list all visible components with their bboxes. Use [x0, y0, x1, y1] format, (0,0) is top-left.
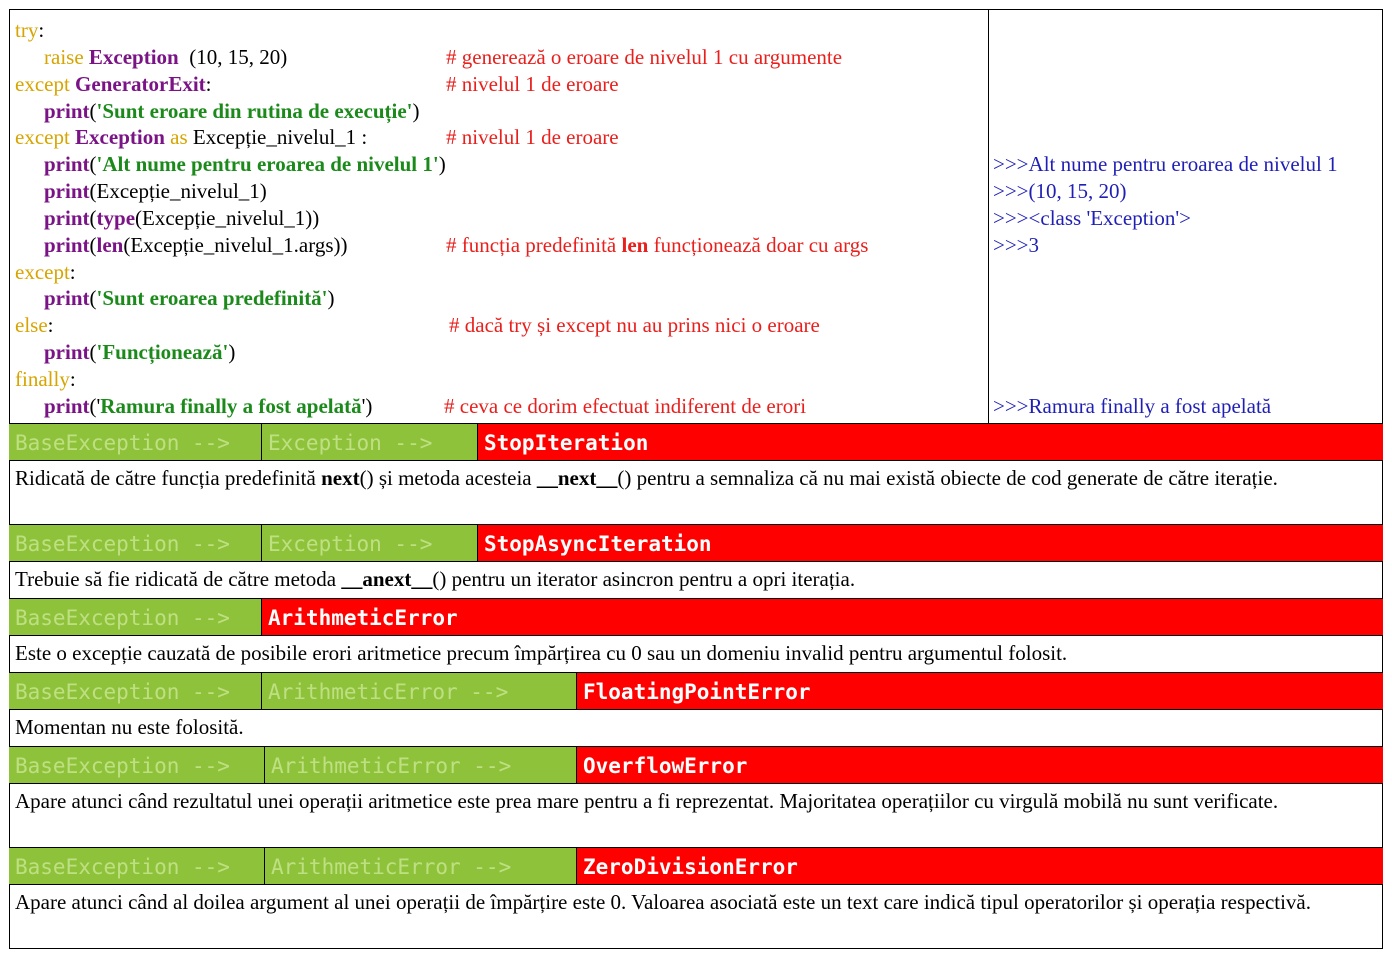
- string-literal: 'Sunt eroare din rutina de execuție': [96, 99, 413, 123]
- code-comment: # ceva ce dorim efectuat indiferent de erori: [444, 394, 807, 418]
- code-comment: [446, 232, 868, 259]
- hierarchy-row: [9, 847, 1383, 885]
- function-name: print: [44, 99, 90, 123]
- punct: :: [69, 367, 76, 391]
- parent-class-cell: ArithmeticError -->: [262, 673, 577, 710]
- output-line: >>><class 'Exception'>: [993, 206, 1191, 230]
- code-line: [44, 44, 287, 71]
- description-text: () pentru un iterator asincron pentru a opri iterația.: [432, 567, 856, 591]
- keyword: as: [170, 125, 188, 149]
- parent-class-cell: BaseException -->: [9, 424, 262, 461]
- code-line: [15, 124, 367, 151]
- description-text: () și metoda acesteia: [359, 466, 537, 490]
- code-line: [44, 98, 419, 125]
- exception-class-cell: FloatingPointError: [577, 673, 1383, 710]
- parent-class-cell: BaseException -->: [9, 599, 262, 636]
- punct: '): [361, 394, 373, 418]
- code-text: Excepție_nivelul_1 :: [192, 125, 368, 149]
- parent-class-cell: BaseException -->: [9, 525, 262, 562]
- function-name: print: [44, 152, 90, 176]
- output-line: >>>Alt nume pentru eroarea de nivelul 1: [993, 152, 1338, 176]
- function-name: print: [44, 286, 90, 310]
- output-line: >>>3: [993, 233, 1040, 257]
- function-name: print: [44, 340, 90, 364]
- hierarchy-row: [9, 598, 1383, 636]
- punct: (: [89, 152, 97, 176]
- exception-class-cell: ZeroDivisionError: [577, 848, 1383, 885]
- exception-class-cell: StopIteration: [478, 424, 1383, 461]
- comment-text: funcționează doar cu args: [648, 233, 869, 257]
- hierarchy-row: [9, 524, 1383, 562]
- description-bold: __next__: [536, 466, 618, 490]
- keyword: except: [15, 260, 70, 284]
- code-text: (Excepție_nivelul_1)): [135, 206, 320, 230]
- exception-description: Momentan nu este folosită.: [9, 709, 1383, 746]
- code-comment: # generează o eroare de nivelul 1 cu argumente: [446, 45, 843, 69]
- parent-class-cell: ArithmeticError -->: [265, 848, 577, 885]
- exception-description: Apare atunci când rezultatul unei operații aritmetice este prea mare pentru a fi reprezentat. Majoritatea operațiilor cu virgulă mobilă nu sunt verificate.: [9, 783, 1383, 847]
- exception-description: Este o excepție cauzată de posibile erori aritmetice precum împărțirea cu 0 sau un domeniu invalid pentru argumentul folosit.: [9, 635, 1383, 672]
- code-line: [44, 205, 319, 232]
- description-text: () pentru a semnaliza că nu mai există obiecte de cod generate de către iterație.: [617, 466, 1278, 490]
- function-name: len: [96, 233, 124, 257]
- string-literal: 'Funcționează': [96, 340, 229, 364]
- code-line: [44, 232, 347, 259]
- string-literal: Ramura finally a fost apelată: [100, 394, 362, 418]
- keyword: finally: [15, 367, 70, 391]
- hierarchy-row: [9, 672, 1383, 710]
- code-text: (Excepție_nivelul_1.args)): [123, 233, 348, 257]
- string-literal: 'Sunt eroarea predefinită': [96, 286, 328, 310]
- string-literal: 'Alt nume pentru eroarea de nivelul 1': [96, 152, 439, 176]
- parent-class-cell: BaseException -->: [9, 747, 265, 784]
- punct: ): [412, 99, 420, 123]
- parent-class-cell: Exception -->: [262, 525, 478, 562]
- parent-class-cell: ArithmeticError -->: [265, 747, 577, 784]
- punct: :: [38, 18, 45, 42]
- output-line: >>>Ramura finally a fost apelată: [993, 394, 1272, 418]
- keyword: raise: [44, 45, 84, 69]
- hierarchy-row: [9, 423, 1383, 461]
- parent-class-cell: Exception -->: [262, 424, 478, 461]
- keyword: else: [15, 313, 48, 337]
- code-text: (Excepție_nivelul_1): [89, 179, 267, 203]
- exception-name: GeneratorExit: [75, 72, 206, 96]
- punct: (: [89, 99, 97, 123]
- punct: :: [69, 260, 76, 284]
- keyword: except: [15, 72, 70, 96]
- keyword: except: [15, 125, 70, 149]
- exception-class-cell: OverflowError: [577, 747, 1383, 784]
- output-line: >>>(10, 15, 20): [993, 179, 1127, 203]
- keyword: try: [15, 18, 39, 42]
- code-line: [44, 151, 446, 178]
- code-line: [15, 366, 76, 393]
- exception-class-cell: StopAsyncIteration: [478, 525, 1383, 562]
- code-line: [44, 285, 335, 312]
- code-comment: # dacă try și except nu au prins nici o eroare: [449, 313, 820, 337]
- punct: (': [89, 394, 101, 418]
- exception-description: [9, 460, 1383, 524]
- code-line: [15, 312, 54, 339]
- punct: ): [438, 152, 446, 176]
- punct: ): [327, 286, 335, 310]
- hierarchy-row: [9, 746, 1383, 784]
- comment-text: # funcția predefinită: [446, 233, 622, 257]
- punct: :: [47, 313, 54, 337]
- function-name: print: [44, 206, 90, 230]
- exception-class-cell: ArithmeticError: [262, 599, 1383, 636]
- punct: :: [205, 72, 212, 96]
- exception-name: Exception: [75, 125, 165, 149]
- punct: ): [228, 340, 236, 364]
- code-line: [15, 259, 76, 286]
- function-name: print: [44, 394, 90, 418]
- description-bold: __anext__: [341, 567, 433, 591]
- parent-class-cell: BaseException -->: [9, 673, 262, 710]
- punct: (: [89, 286, 97, 310]
- code-text: (10, 15, 20): [178, 45, 288, 69]
- function-name: print: [44, 233, 90, 257]
- code-line: [15, 71, 212, 98]
- function-name: type: [96, 206, 136, 230]
- punct: (: [89, 206, 97, 230]
- exception-description: [9, 561, 1383, 598]
- code-line: [44, 339, 235, 366]
- description-text: Ridicată de către funcția predefinită: [15, 466, 322, 490]
- description-bold: next: [321, 466, 360, 490]
- comment-keyword: len: [621, 233, 649, 257]
- code-comment: # nivelul 1 de eroare: [446, 125, 619, 149]
- code-line: [15, 17, 44, 44]
- function-name: print: [44, 179, 90, 203]
- punct: (: [89, 233, 97, 257]
- parent-class-cell: BaseException -->: [9, 848, 265, 885]
- exception-description: Apare atunci când al doilea argument al unei operații de împărțire este 0. Valoarea asociată este un text care indică tipul operatorilor și operația respectivă.: [9, 884, 1383, 948]
- exception-name: Exception: [88, 45, 179, 69]
- code-line: [44, 393, 372, 420]
- code-comment: # nivelul 1 de eroare: [446, 72, 619, 96]
- code-line: [44, 178, 267, 205]
- description-text: Trebuie să fie ridicată de către metoda: [15, 567, 342, 591]
- punct: (: [89, 340, 97, 364]
